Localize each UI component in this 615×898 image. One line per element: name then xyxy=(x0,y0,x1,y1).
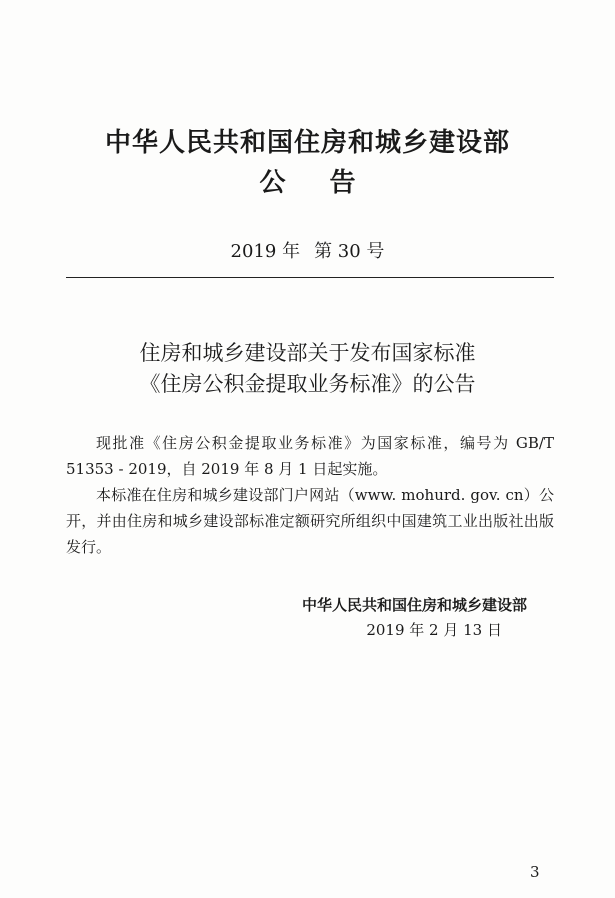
notice-title xyxy=(0,338,615,400)
notice-char-2: 告 xyxy=(329,168,356,198)
header-divider xyxy=(66,277,554,278)
notice-char-1: 公 xyxy=(259,168,286,198)
body-paragraph-1: 现批准《住房公积金提取业务标准》为国家标准，编号为 GB/T 51353 - 2019，自 2019 年 8 月 1 日起实施。 xyxy=(66,434,554,478)
issue-year: 2019 年 xyxy=(230,241,301,262)
issue-number: 第 30 号 xyxy=(314,241,385,262)
notice-heading xyxy=(0,166,615,200)
signature-organization: 中华人民共和国住房和城乡建设部 xyxy=(301,596,527,614)
issuer-heading: 中华人民共和国住房和城乡建设部 xyxy=(104,128,510,158)
body-paragraph-2: 本标准在住房和城乡建设部门户网站（www. mohurd. gov. cn）公开，并由住房和城乡建设部标准定额研究所组织中国建筑工业出版社出版发行。 xyxy=(66,486,554,556)
title-line-1: 住房和城乡建设部关于发布国家标准 xyxy=(139,341,476,365)
page-number: 3 xyxy=(530,863,540,881)
signature-date: 2019 年 2 月 13 日 xyxy=(366,621,502,639)
title-line-2: 《住房公积金提取业务标准》的公告 xyxy=(139,372,476,396)
notice-body xyxy=(66,430,554,560)
issue-number-line xyxy=(0,240,615,264)
